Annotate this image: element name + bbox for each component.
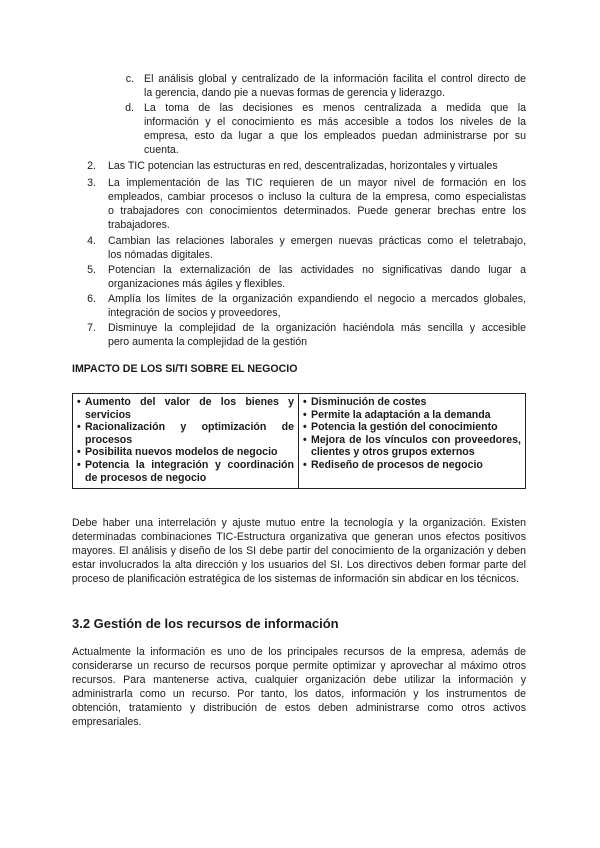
- impact-bullet: [303, 459, 521, 472]
- impact-left-column: [73, 394, 299, 488]
- bullet-icon: •: [303, 458, 307, 471]
- list-marker: d.: [125, 102, 134, 114]
- list-marker: c.: [125, 73, 134, 85]
- list-item-line: El análisis global y centralizado de la información facilita el control directo de: [144, 73, 526, 85]
- impact-bullet-text: Disminución de costes: [311, 396, 427, 408]
- list-item-line: La toma de las decisiones es menos centralizada a medida que la: [144, 102, 526, 114]
- list-item: [108, 292, 526, 320]
- impact-bullet: [77, 459, 294, 484]
- bullet-icon: •: [77, 458, 81, 471]
- list-marker: 5.: [87, 264, 96, 276]
- list-item-line: información y el conocimiento es más accesible a todos los niveles de la: [144, 116, 526, 129]
- impact-bullet-text: Potencia la integración y coordinación de procesos de negocio: [85, 458, 294, 484]
- list-item-line: empresa, esto da lugar a que los empleados puedan administrarse por su: [144, 130, 526, 143]
- list-item-line: o trabajadores con conocimientos determinados. Puede generar brechas entre los: [108, 205, 526, 218]
- impact-right-column: [299, 394, 525, 488]
- bullet-icon: •: [303, 421, 307, 434]
- list-item-line: organizaciones más ágiles y flexibles.: [108, 278, 286, 291]
- impact-bullet: [77, 421, 294, 446]
- impact-bullet-text: Potencia la gestión del conocimiento: [311, 421, 498, 434]
- list-item: [108, 263, 526, 291]
- list-item: [108, 176, 526, 232]
- list-item: [108, 321, 526, 349]
- list-marker: 2.: [87, 160, 96, 172]
- list-item-line: integración de socios y proveedores,: [108, 307, 281, 320]
- list-item-line: pero aumenta la complejidad de la gestión: [108, 336, 308, 349]
- bullet-icon: •: [303, 408, 307, 421]
- impact-bullet: [303, 409, 521, 422]
- bullet-icon: •: [303, 433, 307, 446]
- list-item-line: cuenta.: [144, 144, 179, 157]
- impact-bullet-text: Mejora de los vínculos con proveedores, clientes y otros grupos externos: [311, 433, 521, 459]
- bullet-icon: •: [303, 396, 307, 408]
- list-item-line: Disminuye la complejidad de la organización haciéndola más sencilla y accesible: [108, 322, 526, 334]
- section-heading: 3.2 Gestión de los recursos de información: [72, 616, 339, 631]
- list-item-line: Potencian la externalización de las actividades no significativas dando lugar a: [108, 264, 526, 276]
- list-item-line: Amplía los límites de la organización expandiendo el negocio a mercados globales,: [108, 293, 526, 305]
- impact-bullet-text: Permite la adaptación a la demanda: [311, 408, 491, 421]
- impact-bullet-text: Aumento del valor de los bienes y servicios: [85, 396, 294, 421]
- impact-bullet: [77, 446, 294, 459]
- impact-bullet-text: Posibilita nuevos modelos de negocio: [85, 446, 278, 459]
- impact-bullet: [303, 434, 521, 459]
- list-item-line: empleados, cambiar procesos o incluso la cultura de la empresa, como especialistas: [108, 191, 526, 204]
- bullet-icon: •: [77, 396, 81, 408]
- list-marker: 6.: [87, 293, 96, 305]
- list-item-line: los nómadas digitales.: [108, 249, 213, 262]
- list-item-line: La implementación de las TIC requieren de un mayor nivel de formación en los: [108, 177, 526, 189]
- body-paragraph: Actualmente la información es uno de los principales recursos de la empresa, además de considerarse un recurso de recursos porque permite optimizar y aprovechar al máximo otros recursos. Para mantenerse activa, cualquier organización debe utilizar la información y administrarla como un recurso. Por tanto, los datos, información y los instrumentos de obtención, tratamiento y distribución de estos deben administrarse como otros activos empresariales.: [72, 646, 526, 729]
- list-item: [144, 72, 526, 100]
- list-marker: 7.: [87, 322, 96, 334]
- list-marker: 3.: [87, 177, 96, 189]
- impact-bullet: [303, 421, 521, 434]
- list-item: [144, 101, 526, 157]
- bullet-icon: •: [77, 446, 81, 459]
- list-item: [108, 159, 526, 173]
- bullet-icon: •: [77, 421, 81, 434]
- impact-bullet: [77, 396, 294, 421]
- impact-bullet-text: Rediseño de procesos de negocio: [311, 458, 483, 471]
- body-paragraph: Debe haber una interrelación y ajuste mutuo entre la tecnología y la organización. Existen determinadas combinaciones TIC-Estructura organizativa que generan unos efectos positivos mayores. El análisis y diseño de los SI debe partir del conocimiento de la organización y deben estar involucrados la alta dirección y los usuarios del SI. Los directivos deben formar parte del proceso de planificación estratégica de los sistemas de información sin abdicar en los técnicos.: [72, 517, 526, 586]
- impact-table: [72, 393, 526, 489]
- impact-bullet-text: Racionalización y optimización de procesos: [85, 421, 294, 446]
- impact-bullet: [303, 396, 521, 409]
- list-item: [108, 234, 526, 262]
- list-item-line: Las TIC potencian las estructuras en red, descentralizadas, horizontales y virtuales: [108, 160, 498, 172]
- list-item-line: trabajadores.: [108, 219, 170, 232]
- impact-heading: IMPACTO DE LOS SI/TI SOBRE EL NEGOCIO: [72, 363, 298, 375]
- list-item-line: la gerencia, dando pie a nuevas formas de gerencia y liderazgo.: [144, 87, 445, 100]
- list-item-line: Cambian las relaciones laborales y emergen nuevas prácticas como el teletrabajo,: [108, 235, 526, 247]
- list-marker: 4.: [87, 235, 96, 247]
